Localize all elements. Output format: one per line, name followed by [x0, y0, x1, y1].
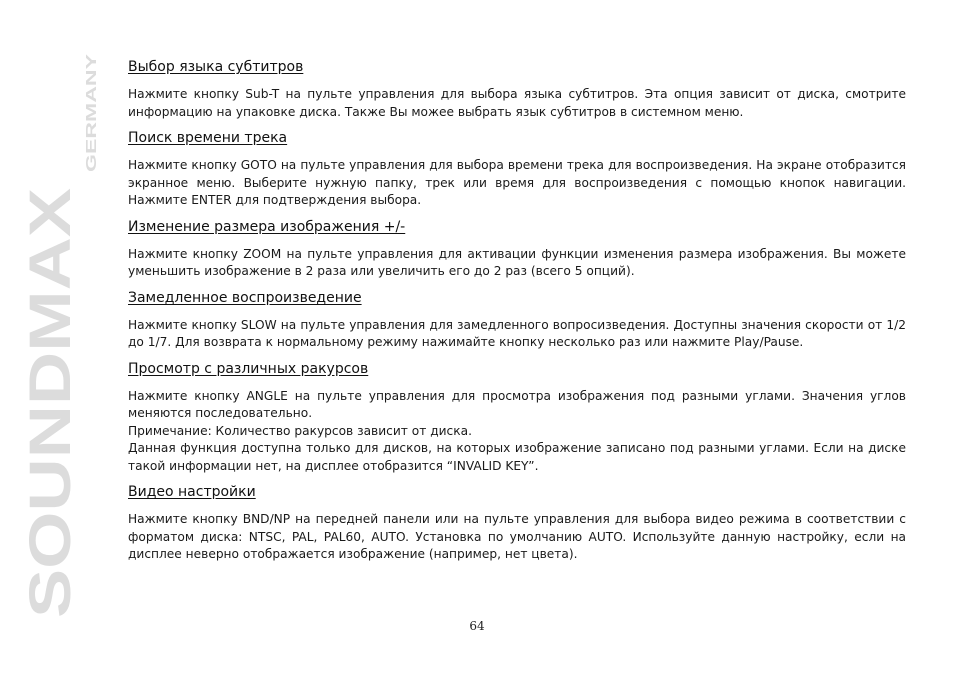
section-paragraph: Нажмите кнопку SLOW на пульте управления для замедленного вопросизведения. Доступны значения скорости от 1/2 до 1/7. Для возврата к нормальному режиму нажимайте кнопку несколько раз или нажмите Play/Pause. [128, 317, 906, 349]
section-note: Примечание: Количество ракурсов зависит от диска. [128, 423, 472, 438]
section-heading: Изменение размера изображения +/- [128, 218, 406, 235]
section-heading: Замедленное воспроизведение [128, 289, 362, 306]
section-paragraph: Данная функция доступна только для дисков, на которых изображение записано под разными углами. Если на диске такой информации нет, на дисплее отобразится “INVALID KEY”. [128, 441, 906, 473]
section-heading: Выбор языка субтитров [128, 59, 304, 75]
section-slow-playback [128, 289, 906, 352]
brand-logo-svg [18, 40, 108, 630]
brand-name: SOUNDMAX [18, 279, 83, 618]
section-paragraph: Нажмите кнопку ANGLE на пульте управления для просмотра изображения под разными углами. Значения углов меняются последовательно. [128, 388, 906, 420]
page-number: 64 [469, 619, 485, 633]
section-heading: Видео настройки [128, 484, 256, 500]
brand-sub: GERMANY [83, 95, 100, 172]
section-track-time-search [128, 129, 906, 210]
manual-content [128, 58, 906, 572]
section-zoom [128, 218, 906, 281]
section-video-settings [128, 483, 906, 564]
section-paragraph: Нажмите кнопку BND/NP на передней панели или на пульте управления для выбора видео режима в соответствии с форматом диска: NTSC, PAL, PAL60, AUTO. Установка по умолчанию AUTO. Используйте данную настройку, если на дисплее неверно отображается изображение (например, нет цвета). [128, 512, 906, 561]
section-angle [128, 360, 906, 476]
section-heading: Просмотр с различных ракурсов [128, 360, 369, 377]
section-heading: Поиск времени трека [128, 130, 288, 146]
section-subtitle-language [128, 58, 906, 121]
brand-logo [18, 40, 108, 630]
section-paragraph: Нажмите кнопку GOTO на пульте управления для выбора времени трека для воспроизведения. На экране отобразится экранное меню. Выберите нужную папку, трек или время для воспроизведения с помощью кнопок навигации. Нажмите ENTER для подтверждения выбора. [128, 158, 906, 207]
section-paragraph: Нажмите кнопку Sub-T на пульте управления для выбора языка субтитров. Эта опция зависит от диска, смотрите информацию на упаковке диска. Также Вы можее выбрать язык субтитров в системном меню. [128, 87, 906, 119]
section-paragraph: Нажмите кнопку ZOOM на пульте управления для активации функции изменения размера изображения. Вы можете уменьшить изображение в 2 раза или увеличить его до 2 раз (всего 5 опций). [128, 246, 906, 278]
